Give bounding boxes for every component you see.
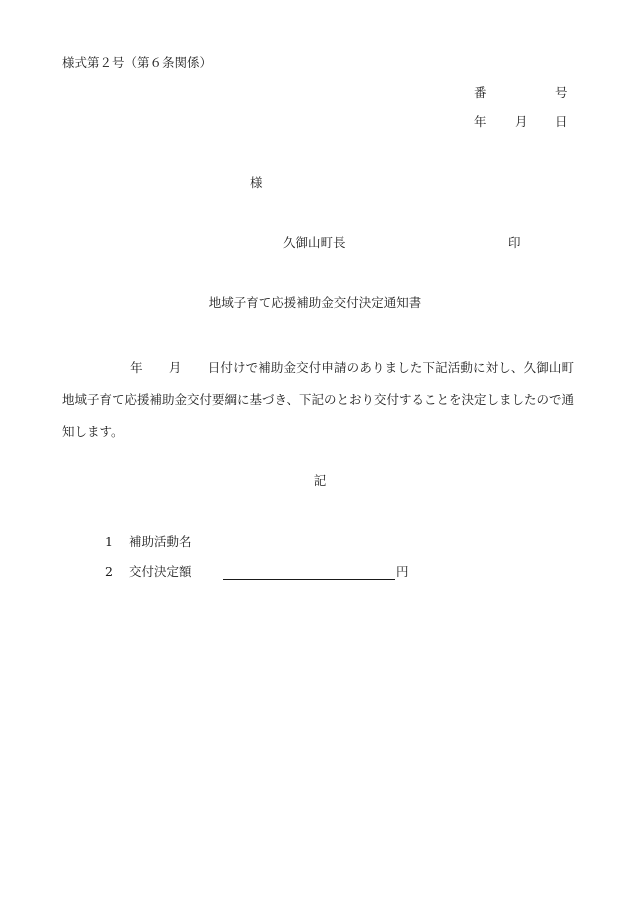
seal-mark: 印 xyxy=(508,235,521,250)
notice-body xyxy=(62,352,574,448)
form-number-label: 様式第２号（第６条関係） xyxy=(62,55,213,70)
body-year-label: 年 xyxy=(130,360,143,375)
item-number-1: 1 xyxy=(105,534,113,549)
item-number-2: 2 xyxy=(105,564,113,579)
date-day-label: 日 xyxy=(555,114,568,129)
body-text: 日付けで補助金交付申請のありました下記活動に対し、久御山町地域子育て応援補助金交付要綱に基づき、下記のとおり交付することを決定しましたので通知します。 xyxy=(62,360,575,439)
number-label-ban: 番 xyxy=(474,85,487,100)
amount-underline xyxy=(223,579,395,580)
body-month-label: 月 xyxy=(168,360,182,375)
addressee-honorific: 様 xyxy=(250,175,263,190)
ki-heading: 記 xyxy=(313,473,327,488)
item-label-grant-amount: 交付決定額 xyxy=(129,564,192,579)
date-month-label: 月 xyxy=(515,114,528,129)
date-year-label: 年 xyxy=(474,114,487,129)
yen-unit: 円 xyxy=(396,564,409,579)
item-label-activity-name: 補助活動名 xyxy=(129,534,192,549)
number-label-go: 号 xyxy=(555,85,568,100)
document-title: 地域子育て応援補助金交付決定通知書 xyxy=(208,295,422,310)
sender-title: 久御山町長 xyxy=(283,235,346,250)
